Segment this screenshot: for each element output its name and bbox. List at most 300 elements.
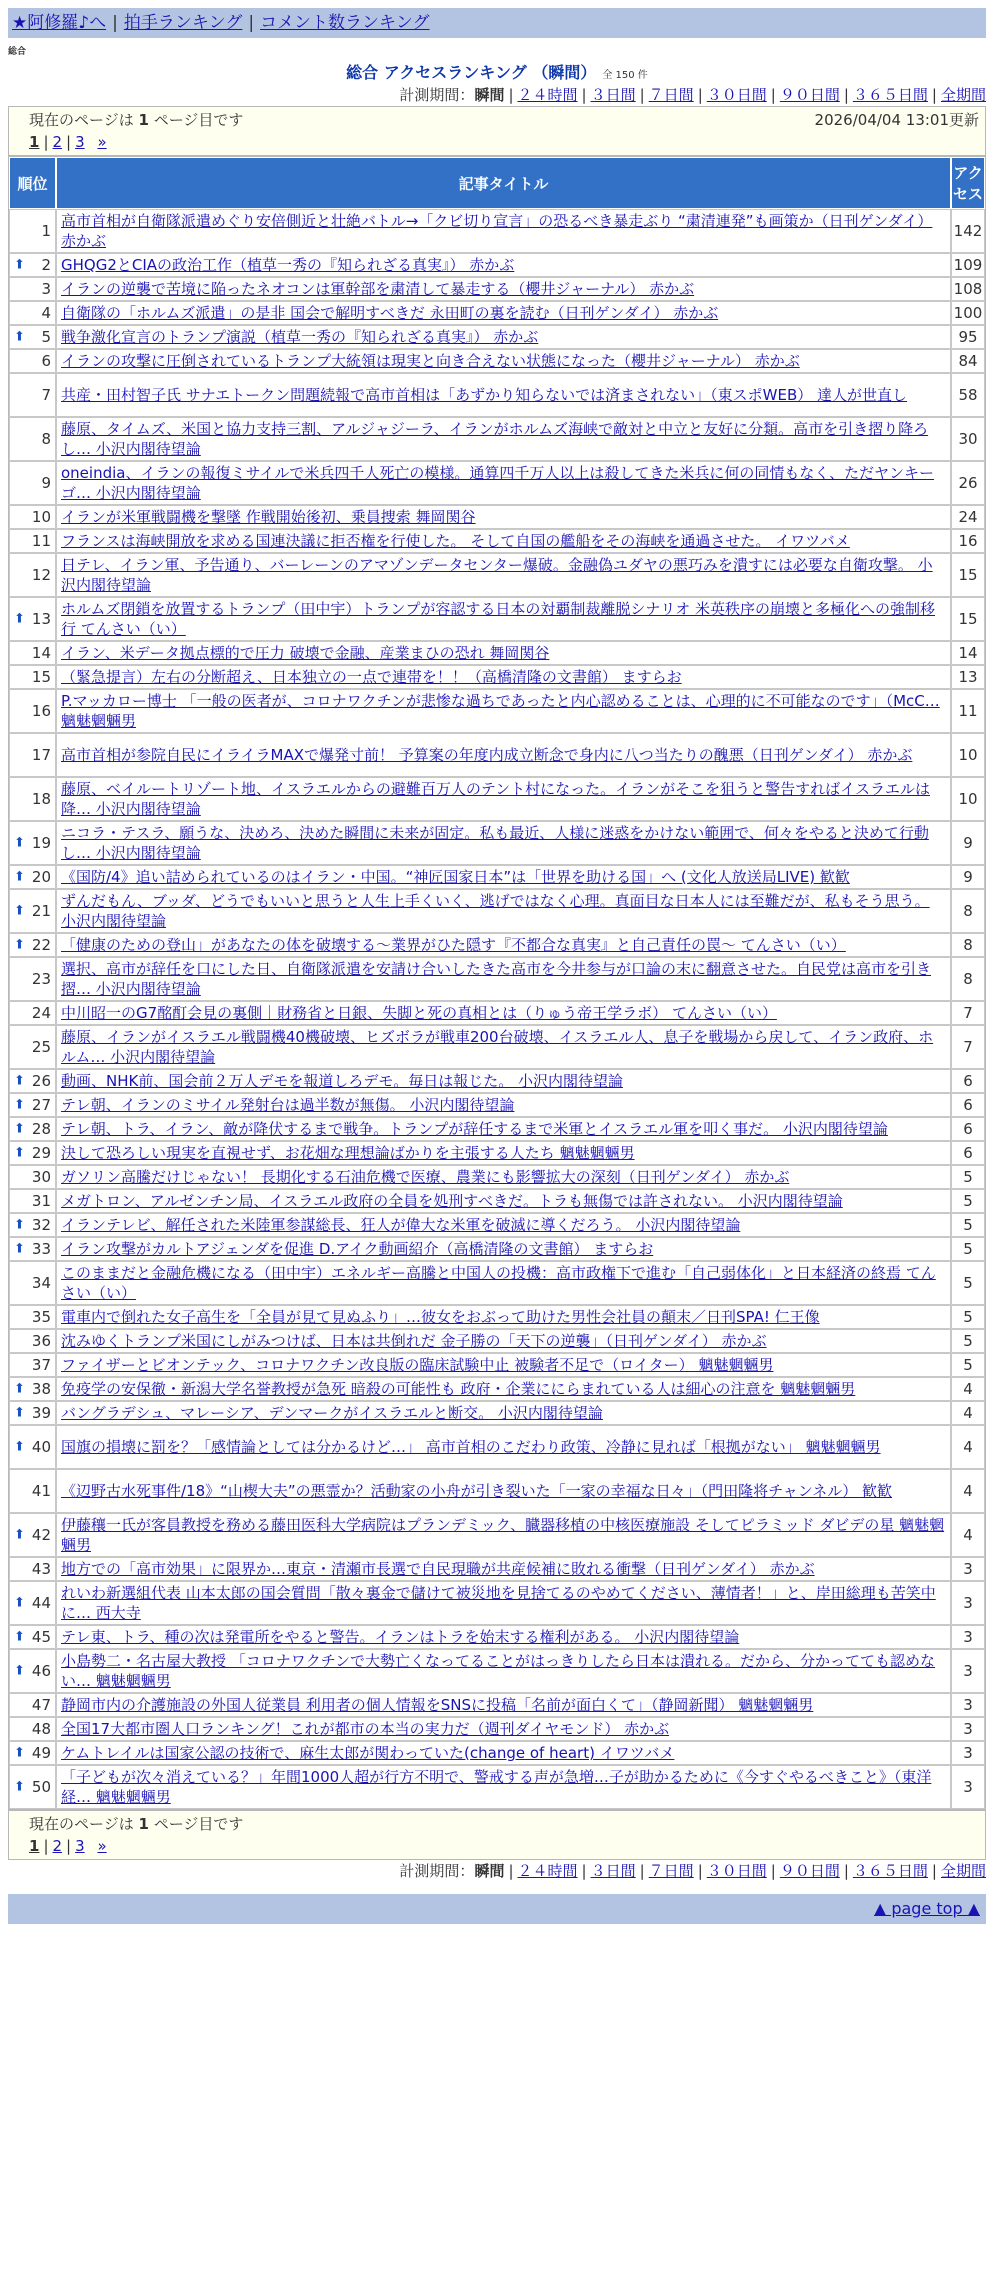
page-links-bottom: 1 | 2 | 3 »	[29, 1837, 107, 1855]
title-cell	[56, 1093, 951, 1117]
article-link[interactable]: 「子どもが次々消えている？」年間1000人超が行方不明で、警戒する声が急増…子が助かるために《今すぐやるべきこと》（東洋経… 魑魅魍魎男	[61, 1768, 932, 1806]
rank-cell	[9, 1741, 56, 1765]
rank-up-arrow-icon: ⬆	[14, 1745, 25, 1761]
rank-number: 14	[31, 644, 51, 662]
article-link[interactable]: （緊急提言）左右の分断超え、日本独立の一点で連帯を！！（高橋清隆の文書館） ますらお	[61, 668, 682, 686]
access-count: 6	[951, 1093, 985, 1117]
period-option-5[interactable]: ３６５日間	[852, 86, 928, 104]
period-option-6[interactable]: 全期間	[940, 1862, 986, 1880]
article-link[interactable]: イラン攻撃がカルトアジェンダを促進 D.アイク動画紹介（高橋清隆の文書館） ますらお	[61, 1240, 654, 1258]
table-row	[9, 689, 985, 733]
article-link[interactable]: 共産・田村智子氏 サナエトークン問題続報で高市首相は「あずかり知らないでは済まされない」（東スポWEB） 達人が世直し	[61, 386, 908, 404]
table-row	[9, 253, 985, 277]
title-cell	[56, 1069, 951, 1093]
rank-number: 31	[31, 1192, 51, 1210]
table-row	[9, 1741, 985, 1765]
access-count: 6	[951, 1069, 985, 1093]
title-cell	[56, 373, 951, 417]
article-link[interactable]: 《辺野古水死事件/18》“山楔大夫”の悪霊か？活動家の小舟が引き裂いた「一家の幸福な日々」（門田隆将チャンネル） 歓歓	[61, 1482, 893, 1500]
article-link[interactable]: イランテレビ、解任された米陸軍参謀総長、狂人が偉大な米軍を破滅に導くだろう。 小沢内閣待望論	[61, 1216, 741, 1234]
article-link[interactable]: メガトロン、アルゼンチン局、イスラエル政府の全員を処刑すべきだ。トラも無傷では許されない。 小沢内閣待望論	[61, 1192, 843, 1210]
article-link[interactable]: 国旗の損壊に罰を？「感情論としては分かるけど…」 高市首相のこだわり政策、冷静に見れば「根拠がない」 魑魅魍魎男	[61, 1438, 881, 1456]
rank-number: 32	[31, 1216, 51, 1234]
table-row	[9, 889, 985, 933]
article-link[interactable]: 免疫学の安保徹・新潟大学名誉教授が急死 暗殺の可能性も 政府・企業ににらまれている人は細心の注意を 魑魅魍魎男	[61, 1380, 856, 1398]
rank-up-arrow-icon: ⬆	[14, 1217, 25, 1233]
title-cell	[56, 957, 951, 1001]
rank-number: 43	[31, 1560, 51, 1578]
rank-up-arrow-icon: ⬆	[14, 937, 25, 953]
rank-cell	[9, 505, 56, 529]
access-count: 15	[951, 553, 985, 597]
rank-number: 19	[31, 834, 51, 852]
access-count: 58	[951, 373, 985, 417]
title-cell	[56, 1329, 951, 1353]
access-count: 5	[951, 1305, 985, 1329]
clap-ranking-link[interactable]: 拍手ランキング	[123, 13, 243, 33]
rank-cell	[9, 1401, 56, 1425]
title-cell	[56, 1625, 951, 1649]
table-row	[9, 1353, 985, 1377]
rank-cell	[9, 349, 56, 373]
access-count: 5	[951, 1189, 985, 1213]
table-row	[9, 1093, 985, 1117]
access-count: 4	[951, 1425, 985, 1469]
rank-cell	[9, 1377, 56, 1401]
access-count: 26	[951, 461, 985, 505]
article-link[interactable]: ファイザーとビオンテック、コロナワクチン改良版の臨床試験中止 被験者不足で（ロイター） 魑魅魍魎男	[61, 1356, 774, 1374]
rank-number: 18	[31, 790, 51, 808]
title-cell	[56, 1469, 951, 1513]
access-count: 9	[951, 821, 985, 865]
table-row	[9, 957, 985, 1001]
period-option-3[interactable]: ３０日間	[706, 86, 767, 104]
access-count: 3	[951, 1693, 985, 1717]
rank-number: 34	[31, 1274, 51, 1292]
title-cell	[56, 349, 951, 373]
rank-number: 21	[31, 902, 51, 920]
title-cell	[56, 1649, 951, 1693]
rank-number: 24	[31, 1004, 51, 1022]
article-link[interactable]: 中川昭一のG7酩酊会見の裏側｜財務省と日銀、失脚と死の真相とは（りゅう帝王学ラボ） てんさい（い）	[61, 1004, 777, 1022]
rank-cell	[9, 1093, 56, 1117]
rank-cell	[9, 209, 56, 253]
rank-cell	[9, 597, 56, 641]
rank-up-arrow-icon: ⬆	[14, 1145, 25, 1161]
page-link-2[interactable]: 2	[52, 133, 63, 151]
article-link[interactable]: ケムトレイルは国家公認の技術で、麻生太郎が関わっていた(change of heart) イワツバメ	[61, 1744, 675, 1762]
col-title-header: 記事タイトル	[56, 157, 951, 209]
title-cell	[56, 1741, 951, 1765]
rank-cell	[9, 553, 56, 597]
rank-cell	[9, 933, 56, 957]
period-option-3[interactable]: ３０日間	[706, 1862, 767, 1880]
rank-cell	[9, 1469, 56, 1513]
ranking-table	[8, 156, 986, 1810]
access-count: 6	[951, 1117, 985, 1141]
rank-cell	[9, 957, 56, 1001]
rank-number: 5	[41, 328, 51, 346]
page-link-3[interactable]: 3	[75, 1837, 85, 1855]
rank-cell	[9, 529, 56, 553]
table-row	[9, 1693, 985, 1717]
access-count: 24	[951, 505, 985, 529]
rank-number: 39	[31, 1404, 51, 1422]
rank-number: 50	[31, 1778, 51, 1796]
period-option-0[interactable]: ２４時間	[517, 86, 578, 104]
rank-up-arrow-icon: ⬆	[14, 1097, 25, 1113]
rank-number: 22	[31, 936, 51, 954]
rank-number: 11	[31, 532, 51, 550]
rank-cell	[9, 1025, 56, 1069]
article-link[interactable]: 戦争激化宣言のトランプ演説（植草一秀の『知られざる真実』） 赤かぶ	[61, 328, 539, 346]
page-next-link[interactable]: »	[97, 1837, 107, 1855]
article-link[interactable]: 電車内で倒れた女子高生を「全員が見て見ぬふり」…彼女をおぶって助けた男性会社員の顛末／日刊SPA! 仁王像	[61, 1308, 820, 1326]
title-cell	[56, 1581, 951, 1625]
article-link[interactable]: このままだと金融危機になる（田中宇）エネルギー高騰と中国人の投機：高市政権下で進む「自己弱体化」と日本経済の終焉 てんさい（い）	[61, 1264, 936, 1302]
title-cell	[56, 1305, 951, 1329]
article-link[interactable]: 《国防/4》追い詰められているのはイラン・中国。“神匠国家日本”は「世界を助ける国」へ (文化人放送局LIVE) 歓歓	[61, 868, 850, 886]
rank-cell	[9, 1261, 56, 1305]
article-link[interactable]: 小島勢二・名古屋大教授 「コロナワクチンで大勢亡くなってることがはっきりしたら日本は潰れる。だから、分かってても認めない… 魑魅魍魎男	[61, 1652, 936, 1690]
page-next-link[interactable]: »	[97, 133, 107, 151]
access-count: 4	[951, 1469, 985, 1513]
rank-up-arrow-icon: ⬆	[14, 1121, 25, 1137]
table-row	[9, 461, 985, 505]
title-cell	[56, 325, 951, 349]
table-row	[9, 277, 985, 301]
table-row	[9, 553, 985, 597]
rank-cell	[9, 641, 56, 665]
article-link[interactable]: 動画、NHK前、国会前２万人デモを報道しろデモ。毎日は報じた。 小沢内閣待望論	[61, 1072, 623, 1090]
access-count: 10	[951, 777, 985, 821]
table-row	[9, 1165, 985, 1189]
rank-cell	[9, 1117, 56, 1141]
access-count: 3	[951, 1581, 985, 1625]
rank-cell	[9, 821, 56, 865]
rank-number: 1	[41, 222, 51, 240]
access-count: 95	[951, 325, 985, 349]
title-cell	[56, 253, 951, 277]
table-row	[9, 1401, 985, 1425]
rank-up-arrow-icon: ⬆	[14, 329, 25, 345]
period-option-2[interactable]: ７日間	[648, 86, 694, 104]
article-link[interactable]: イランの逆襲で苦境に陥ったネオコンは軍幹部を粛清して暴走する（櫻井ジャーナル） 赤かぶ	[61, 280, 695, 298]
access-count: 4	[951, 1377, 985, 1401]
title-cell	[56, 1165, 951, 1189]
genre-label: 総合	[8, 47, 27, 57]
rank-cell	[9, 461, 56, 505]
title-cell	[56, 1213, 951, 1237]
article-link[interactable]: 選択、高市が辞任を口にした日、自衛隊派遣を安請け合いしたきた高市を今井参与が口論の末に翻意させた。自民党は高市を引き摺… 小沢内閣待望論	[61, 960, 932, 998]
table-row	[9, 1261, 985, 1305]
rank-number: 13	[31, 610, 51, 628]
rank-cell	[9, 1069, 56, 1093]
access-count: 5	[951, 1353, 985, 1377]
article-link[interactable]: 藤原、タイムズ、米国と協力支持三割、アルジャジーラ、イランがホルムズ海峡で敵対と中立と友好に分類。高市を引き摺り降ろし… 小沢内閣待望論	[61, 420, 929, 458]
rank-cell	[9, 865, 56, 889]
article-link[interactable]: 自衛隊の「ホルムズ派遣」の是非 国会で解明すべきだ 永田町の裏を読む（日刊ゲンダイ） 赤かぶ	[61, 304, 719, 322]
title-cell	[56, 733, 951, 777]
article-link[interactable]: 高市首相が参院自民にイライラMAXで爆発寸前！ 予算案の年度内成立断念で身内に八つ当たりの醜悪（日刊ゲンダイ） 赤かぶ	[61, 746, 913, 764]
page-top-link[interactable]: ▲ page top ▲	[873, 1899, 980, 1918]
rank-up-arrow-icon: ⬆	[14, 1241, 25, 1257]
total-count: 全 150 件	[602, 70, 648, 81]
table-row	[9, 349, 985, 373]
rank-cell	[9, 1001, 56, 1025]
rank-up-arrow-icon: ⬆	[14, 1405, 25, 1421]
top-nav-bar: ★阿修羅♪へ | 拍手ランキング | コメント数ランキング	[8, 8, 986, 38]
period-option-4[interactable]: ９０日間	[779, 86, 840, 104]
article-link[interactable]: 沈みゆくトランプ米国にしがみつけば、日本は共倒れだ 金子勝の「天下の逆襲」（日刊ゲンダイ） 赤かぶ	[61, 1332, 767, 1350]
access-count: 84	[951, 349, 985, 373]
rank-number: 7	[41, 386, 51, 404]
rank-number: 8	[41, 430, 51, 448]
rank-cell	[9, 1765, 56, 1809]
article-link[interactable]: ニコラ・テスラ、願うな、決めろ、決めた瞬間に未来が固定。私も最近、人様に迷惑をかけない範囲で、何々をやると決めて行動し… 小沢内閣待望論	[61, 824, 929, 862]
title-cell	[56, 1117, 951, 1141]
period-label: 計測期間：	[399, 1862, 475, 1880]
rank-number: 47	[31, 1696, 51, 1714]
rank-number: 3	[41, 280, 51, 298]
article-link[interactable]: フランスは海峡開放を求める国連決議に拒否権を行使した。 そして自国の艦船をその海峡を通過させた。 イワツバメ	[61, 532, 850, 550]
period-option-1[interactable]: ３日間	[590, 1862, 636, 1880]
access-count: 15	[951, 597, 985, 641]
page-link-2[interactable]: 2	[52, 1837, 63, 1855]
rank-number: 20	[31, 868, 51, 886]
article-link[interactable]: 決して恐ろしい現実を直視せず、お花畑な理想論ばかりを主張する人たち 魑魅魍魎男	[61, 1144, 635, 1162]
rank-number: 12	[31, 566, 51, 584]
access-count: 7	[951, 1025, 985, 1069]
rank-number: 37	[31, 1356, 51, 1374]
access-count: 3	[951, 1741, 985, 1765]
table-row	[9, 1305, 985, 1329]
title-cell	[56, 277, 951, 301]
article-link[interactable]: バングラデシュ、マレーシア、デンマークがイスラエルと断交。 小沢内閣待望論	[61, 1404, 603, 1422]
article-link[interactable]: れいわ新選組代表 山本太郎の国会質問「散々裏金で儲けて被災地を見捨てるのやめてください、薄情者！」と、岸田総理も苦笑中に… 西大寺	[61, 1584, 936, 1622]
access-count: 142	[951, 209, 985, 253]
rank-cell	[9, 665, 56, 689]
rank-number: 28	[31, 1120, 51, 1138]
article-link[interactable]: P.マッカロー博士 「一般の医者が、コロナワクチンが悲惨な過ちであったと内心認めることは、心理的に不可能なのです」（McC… 魑魅魍魎男	[61, 692, 940, 730]
access-count: 3	[951, 1625, 985, 1649]
period-selector-top: 計測期間：瞬間 | ２４時間 | ３日間 | ７日間 | ３０日間 | ９０日間 | ３６５日間 | 全期間	[399, 86, 986, 104]
access-count: 3	[951, 1765, 985, 1809]
article-link[interactable]: ガソリン高騰だけじゃない！ 長期化する石油危機で医療、農業にも影響拡大の深刻（日刊ゲンダイ） 赤かぶ	[61, 1168, 790, 1186]
comment-ranking-link[interactable]: コメント数ランキング	[260, 13, 430, 33]
table-row	[9, 1001, 985, 1025]
title-cell	[56, 1189, 951, 1213]
article-link[interactable]: 日テレ、イラン軍、予告通り、バーレーンのアマゾンデータセンター爆破。金融偽ユダヤの悪巧みを潰すには必要な自衛攻撃。 小沢内閣待望論	[61, 556, 933, 594]
article-link[interactable]: ずんだもん、ブッダ、どうでもいいと思うと人生上手くいく、逃げではなく心理。真面目な日本人には至難だが、私もそう思う。 小沢内閣待望論	[61, 892, 930, 930]
article-link[interactable]: 静岡市内の介護施設の外国人従業員 利用者の個人情報をSNSに投稿「名前が面白くて」（静岡新聞） 魑魅魍魎男	[61, 1696, 814, 1714]
article-link[interactable]: 高市首相が自衛隊派遣めぐり安倍側近と壮絶バトル→「クビ切り宣言」の恐るべき暴走ぶり “粛清連発”も画策か（日刊ゲンダイ） 赤かぶ	[61, 212, 933, 250]
rank-cell	[9, 325, 56, 349]
rank-number: 27	[31, 1096, 51, 1114]
rank-cell	[9, 253, 56, 277]
article-link[interactable]: GHQG2とCIAの政治工作（植草一秀の『知られざる真実』） 赤かぶ	[61, 256, 515, 274]
rank-number: 48	[31, 1720, 51, 1738]
table-row	[9, 373, 985, 417]
rank-number: 42	[31, 1526, 51, 1544]
table-row	[9, 1213, 985, 1237]
table-row	[9, 1717, 985, 1741]
rank-cell	[9, 889, 56, 933]
title-cell	[56, 301, 951, 325]
table-row	[9, 1469, 985, 1513]
period-option-4[interactable]: ９０日間	[779, 1862, 840, 1880]
title-cell	[56, 1717, 951, 1741]
rank-number: 36	[31, 1332, 51, 1350]
table-row	[9, 1649, 985, 1693]
rank-up-arrow-icon: ⬆	[14, 1073, 25, 1089]
rank-number: 25	[31, 1038, 51, 1056]
article-link[interactable]: イラン、米データ拠点標的で圧力 破壊で金融、産業まひの恐れ 舞岡関谷	[61, 644, 550, 662]
title-cell	[56, 689, 951, 733]
rank-number: 35	[31, 1308, 51, 1326]
table-row	[9, 1237, 985, 1261]
rank-number: 17	[31, 746, 51, 764]
title-cell	[56, 865, 951, 889]
title-cell	[56, 1693, 951, 1717]
rank-up-arrow-icon: ⬆	[14, 1527, 25, 1543]
rank-number: 10	[31, 508, 51, 526]
rank-cell	[9, 1329, 56, 1353]
page-current: 1	[29, 1837, 40, 1855]
rank-cell	[9, 1237, 56, 1261]
title-cell	[56, 1261, 951, 1305]
rank-cell	[9, 1141, 56, 1165]
rank-cell	[9, 417, 56, 461]
title-cell	[56, 821, 951, 865]
table-row	[9, 301, 985, 325]
rank-up-arrow-icon: ⬆	[14, 835, 25, 851]
article-link[interactable]: 藤原、ベイルートリゾート地、イスラエルからの避難百万人のテント村になった。イランがそこを狙うと警告すればイスラエルは降… 小沢内閣待望論	[61, 780, 930, 818]
rank-cell	[9, 1425, 56, 1469]
rank-cell	[9, 733, 56, 777]
period-option-0[interactable]: ２４時間	[517, 1862, 578, 1880]
title-cell	[56, 529, 951, 553]
article-link[interactable]: テレ東、トラ、種の次は発電所をやると警告。イランはトラを始末する権利がある。 小沢内閣待望論	[61, 1628, 740, 1646]
home-link[interactable]: ★阿修羅♪へ	[12, 13, 107, 33]
period-current: 瞬間	[474, 1862, 505, 1880]
access-count: 3	[951, 1649, 985, 1693]
access-count: 6	[951, 1141, 985, 1165]
table-row	[9, 665, 985, 689]
access-count: 108	[951, 277, 985, 301]
rank-number: 16	[31, 702, 51, 720]
article-link[interactable]: 伊藤穰一氏が客員教授を務める藤田医科大学病院はプランデミック、臓器移植の中核医療施設 そしてピラミッド ダビデの星 魑魅魍魎男	[61, 1516, 945, 1554]
article-link[interactable]: 全国17大都市圏人口ランキング！これが都市の本当の実力だ（週刊ダイヤモンド） 赤かぶ	[61, 1720, 670, 1738]
rank-up-arrow-icon: ⬆	[14, 1595, 25, 1611]
access-count: 5	[951, 1213, 985, 1237]
article-link[interactable]: イランの攻撃に圧倒されているトランプ大統領は現実と向き合えない状態になった（櫻井ジャーナル） 赤かぶ	[61, 352, 800, 370]
rank-number: 26	[31, 1072, 51, 1090]
title-cell	[56, 889, 951, 933]
rank-cell	[9, 1513, 56, 1557]
pager-top	[8, 106, 986, 156]
table-row	[9, 865, 985, 889]
access-count: 9	[951, 865, 985, 889]
title-cell	[56, 1557, 951, 1581]
table-row	[9, 1141, 985, 1165]
title-cell	[56, 417, 951, 461]
table-row	[9, 1069, 985, 1093]
article-link[interactable]: oneindia、イランの報復ミサイルで米兵四千人死亡の模様。通算四千万人以上は殺してきた米兵に何の同情もなく、ただヤンキーゴ… 小沢内閣待望論	[61, 464, 934, 502]
article-link[interactable]: テレ朝、トラ、イラン、敵が降伏するまで戦争。トランプが辞任するまで米軍とイスラエル軍を叩く事だ。 小沢内閣待望論	[61, 1120, 888, 1138]
access-count: 109	[951, 253, 985, 277]
rank-cell	[9, 373, 56, 417]
period-selector-bottom: 計測期間：瞬間 | ２４時間 | ３日間 | ７日間 | ３０日間 | ９０日間 | ３６５日間 | 全期間	[399, 1862, 986, 1880]
table-row	[9, 1329, 985, 1353]
access-count: 10	[951, 733, 985, 777]
rank-number: 46	[31, 1662, 51, 1680]
period-option-2[interactable]: ７日間	[648, 1862, 694, 1880]
rank-cell	[9, 777, 56, 821]
article-link[interactable]: 地方での「高市効果」に限界か…東京・清瀬市長選で自民現職が共産候補に敗れる衝撃（日刊ゲンダイ） 赤かぶ	[61, 1560, 815, 1578]
rank-cell	[9, 1581, 56, 1625]
rank-cell	[9, 1625, 56, 1649]
period-option-1[interactable]: ３日間	[590, 86, 636, 104]
article-link[interactable]: 藤原、イランがイスラエル戦闘機40機破壊、ヒズボラが戦車200台破壊、イスラエル人、息子を戦場から戻して、イラン政府、ホルム… 小沢内閣待望論	[61, 1028, 934, 1066]
table-row	[9, 933, 985, 957]
rank-number: 15	[31, 668, 51, 686]
article-link[interactable]: イランが米軍戦闘機を撃墜 作戦開始後初、乗員捜索 舞岡関谷	[61, 508, 476, 526]
rank-number: 41	[31, 1482, 51, 1500]
table-row	[9, 1117, 985, 1141]
rank-cell	[9, 1353, 56, 1377]
rank-number: 44	[31, 1594, 51, 1612]
rank-up-arrow-icon: ⬆	[14, 869, 25, 885]
rank-number: 29	[31, 1144, 51, 1162]
period-option-6[interactable]: 全期間	[940, 86, 986, 104]
rank-number: 6	[41, 352, 51, 370]
table-row	[9, 1425, 985, 1469]
table-row	[9, 417, 985, 461]
rank-cell	[9, 301, 56, 325]
rank-up-arrow-icon: ⬆	[14, 1381, 25, 1397]
access-count: 5	[951, 1237, 985, 1261]
title-cell	[56, 505, 951, 529]
rank-cell	[9, 1557, 56, 1581]
rank-number: 45	[31, 1628, 51, 1646]
table-row	[9, 1513, 985, 1557]
table-row	[9, 641, 985, 665]
rank-cell	[9, 1693, 56, 1717]
access-count: 7	[951, 1001, 985, 1025]
table-row	[9, 1189, 985, 1213]
table-row	[9, 777, 985, 821]
period-current: 瞬間	[474, 86, 505, 104]
article-link[interactable]: テレ朝、イランのミサイル発射台は過半数が無傷。 小沢内閣待望論	[61, 1096, 515, 1114]
title-cell	[56, 553, 951, 597]
table-row	[9, 821, 985, 865]
title-cell	[56, 1377, 951, 1401]
rank-up-arrow-icon: ⬆	[14, 1439, 25, 1455]
access-count: 4	[951, 1513, 985, 1557]
page-link-3[interactable]: 3	[75, 133, 85, 151]
rank-cell	[9, 1717, 56, 1741]
article-link[interactable]: ホルムズ閉鎖を放置するトランプ（田中宇）トランプが容認する日本の対覇制裁離脱シナリオ 米英秩序の崩壊と多極化への強制移行 てんさい（い）	[61, 600, 936, 638]
table-row	[9, 1581, 985, 1625]
updated-timestamp: 2026/04/04 13:01更新	[814, 111, 979, 129]
period-option-5[interactable]: ３６５日間	[852, 1862, 928, 1880]
article-link[interactable]: 「健康のための登山」があなたの体を破壊する～業界がひた隠す『不都合な真実』と自己責任の罠～ てんさい（い）	[61, 936, 846, 954]
rank-number: 40	[31, 1438, 51, 1456]
title-cell	[56, 665, 951, 689]
rank-up-arrow-icon: ⬆	[14, 1779, 25, 1795]
title-cell	[56, 209, 951, 253]
